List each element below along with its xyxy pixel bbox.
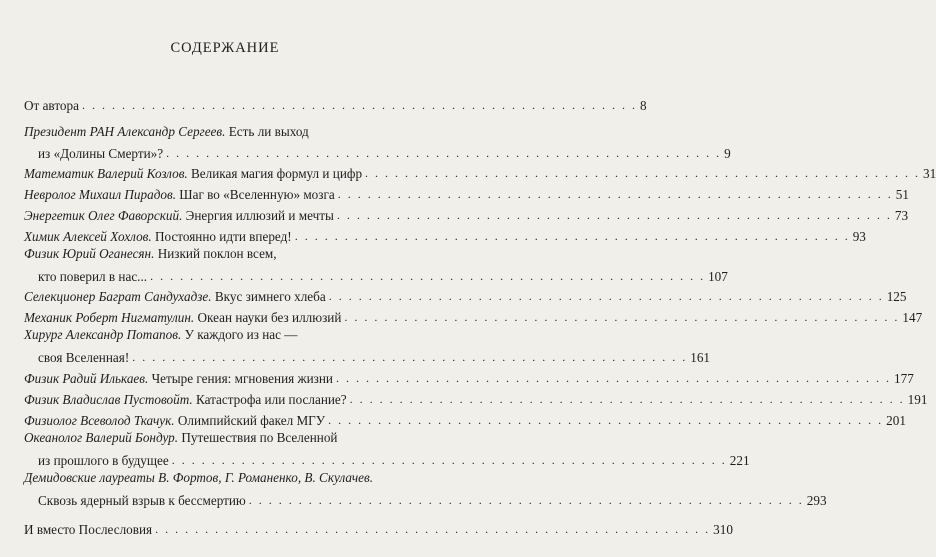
toc-page-number: 93	[852, 229, 866, 244]
dot-leader: . . . . . . . . . . . . . . . . . . . . . . . . . . . . . . . . . . . . . . . . . . . . . . . . . . . . . . . .	[171, 453, 727, 467]
toc-entry-title: У каждого из нас —	[181, 327, 298, 342]
toc-entry[interactable]	[24, 285, 907, 305]
dot-leader: . . . . . . . . . . . . . . . . . . . . . . . . . . . . . . . . . . . . . . . . . . . . . . . . . . . . . . . .	[248, 493, 804, 507]
toc-entry[interactable]	[24, 124, 424, 144]
toc-page-number: 161	[690, 350, 710, 365]
toc-page-number: 8	[639, 98, 647, 113]
toc-entry-author: Энергетик Олег Фаворский.	[24, 208, 183, 223]
dot-leader: . . . . . . . . . . . . . . . . . . . . . . . . . . . . . . . . . . . . . . . . . . . . . . . . . . . . . . . .	[349, 392, 905, 406]
toc-page-number: 107	[708, 269, 728, 284]
toc-entry-title: Постоянно идти вперед!	[151, 229, 292, 244]
toc-entry-continuation[interactable]	[24, 142, 731, 162]
dot-leader: . . . . . . . . . . . . . . . . . . . . . . . . . . . . . . . . . . . . . . . . . . . . . . . . . . . . . . . .	[365, 166, 921, 180]
toc-entry-title: Шаг во «Вселенную» мозга	[176, 187, 335, 202]
toc-entry-continuation[interactable]	[24, 489, 827, 509]
toc-entry-title-line2: Сквозь ядерный взрыв к бессмертию	[38, 493, 246, 508]
toc-entry-author: Хирург Александр Потапов.	[24, 327, 182, 342]
toc-page-number: 147	[902, 310, 923, 325]
dot-leader: . . . . . . . . . . . . . . . . . . . . . . . . . . . . . . . . . . . . . . . . . . . . . . . . . . . . . . . .	[132, 350, 688, 364]
toc-entry[interactable]	[24, 367, 914, 387]
toc-entry-title: Океан науки без иллюзий	[194, 310, 342, 325]
toc-page-number: 177	[894, 371, 914, 386]
toc-page-number: 9	[724, 146, 731, 161]
toc-entry-author: Президент РАН Александр Сергеев.	[24, 124, 226, 139]
toc-entry-author: Невролог Михаил Пирадов.	[24, 187, 176, 202]
toc-entry-author: Физик Радий Илькаев.	[24, 371, 149, 386]
toc-entry-title: От автора	[24, 98, 79, 113]
toc-entry-author: Физиолог Всеволод Ткачук.	[24, 413, 175, 428]
toc-entry[interactable]	[24, 183, 909, 203]
toc-entry-title: Катастрофа или послание?	[192, 392, 347, 407]
toc-entry-title: Низкий поклон всем,	[154, 246, 277, 261]
toc-entry-author: Химик Алексей Хохлов.	[24, 229, 152, 244]
toc-entry[interactable]	[24, 430, 424, 450]
toc-entry-title: Олимпийский факел МГУ	[174, 413, 326, 428]
dot-leader: . . . . . . . . . . . . . . . . . . . . . . . . . . . . . . . . . . . . . . . . . . . . . . . . . . . . . . . .	[81, 98, 637, 112]
toc-entry-title: Вкус зимнего хлеба	[211, 289, 326, 304]
dot-leader: . . . . . . . . . . . . . . . . . . . . . . . . . . . . . . . . . . . . . . . . . . . . . . . . . . . . . . . .	[344, 310, 900, 324]
dot-leader: . . . . . . . . . . . . . . . . . . . . . . . . . . . . . . . . . . . . . . . . . . . . . . . . . . . . . . . .	[166, 146, 722, 160]
toc-entry-author: Демидовские лауреаты В. Фортов, Г. Романенко, В. Скулачев.	[24, 470, 374, 485]
toc-entry-title-line2: своя Вселенная!	[38, 350, 130, 365]
toc-entry-title: Путешествия по Вселенной	[178, 430, 338, 445]
toc-entry[interactable]	[24, 409, 906, 429]
toc-entry[interactable]	[24, 246, 424, 266]
dot-leader: . . . . . . . . . . . . . . . . . . . . . . . . . . . . . . . . . . . . . . . . . . . . . . . . . . . . . . . .	[337, 187, 893, 201]
toc-entry[interactable]	[24, 204, 909, 224]
dot-leader: . . . . . . . . . . . . . . . . . . . . . . . . . . . . . . . . . . . . . . . . . . . . . . . . . . . . . . . .	[328, 413, 884, 427]
toc-entry[interactable]	[24, 388, 928, 408]
toc-page-number: 31	[923, 166, 936, 181]
toc-entry-title: Энергия иллюзий и мечты	[182, 208, 334, 223]
toc-entry[interactable]	[24, 162, 936, 182]
dot-leader: . . . . . . . . . . . . . . . . . . . . . . . . . . . . . . . . . . . . . . . . . . . . . . . . . . . . . . . .	[336, 371, 891, 385]
page-title: СОДЕРЖАНИЕ	[170, 40, 280, 56]
toc-entry-author: Физик Юрий Оганесян.	[24, 246, 155, 261]
toc-entry-author: Физик Владислав Пустовойт.	[24, 392, 193, 407]
toc-entry-author: Селекционер Баграт Сандухадзе.	[24, 289, 212, 304]
toc-entry-continuation[interactable]	[24, 346, 710, 366]
toc-entry-continuation[interactable]	[24, 449, 750, 469]
toc-page-number: 293	[806, 493, 827, 508]
toc-entry-title: И вместо Послесловия	[24, 522, 153, 537]
toc-page-number: 201	[886, 413, 906, 428]
toc-page-number: 51	[895, 187, 909, 202]
toc-page-number: 310	[713, 522, 733, 537]
toc-page-number: 73	[894, 208, 909, 223]
dot-leader: . . . . . . . . . . . . . . . . . . . . . . . . . . . . . . . . . . . . . . . . . . . . . . . . . . . . . . . .	[294, 229, 850, 243]
toc-entry-author: Механик Роберт Нигматулин.	[24, 310, 195, 325]
toc-page-number: 191	[907, 392, 928, 407]
toc-entry-title: Великая магия формул и цифр	[187, 166, 363, 181]
toc-entry-author: Океанолог Валерий Бондур.	[24, 430, 179, 445]
toc-entry[interactable]	[24, 327, 424, 347]
toc-page-number: 221	[729, 453, 750, 468]
toc-entry-title: Четыре гения: мгновения жизни	[148, 371, 333, 386]
toc-entry-title-line2: из «Долины Смерти»?	[38, 146, 164, 161]
toc-entry-title-line2: кто поверил в нас...	[38, 269, 148, 284]
toc-entry[interactable]	[24, 306, 923, 326]
toc-page-number: 125	[886, 289, 907, 304]
toc-entry-continuation[interactable]	[24, 265, 728, 285]
toc-entry-author: Математик Валерий Козлов.	[24, 166, 188, 181]
dot-leader: . . . . . . . . . . . . . . . . . . . . . . . . . . . . . . . . . . . . . . . . . . . . . . . . . . . . . . . .	[150, 269, 706, 283]
toc-entry[interactable]	[24, 94, 647, 114]
toc-entry-title: Есть ли выход	[225, 124, 309, 139]
toc-entry[interactable]	[24, 225, 866, 245]
toc-entry[interactable]	[24, 470, 424, 490]
toc-entry[interactable]	[24, 518, 733, 538]
dot-leader: . . . . . . . . . . . . . . . . . . . . . . . . . . . . . . . . . . . . . . . . . . . . . . . . . . . . . . . .	[336, 208, 892, 222]
dot-leader: . . . . . . . . . . . . . . . . . . . . . . . . . . . . . . . . . . . . . . . . . . . . . . . . . . . . . . . .	[328, 289, 884, 303]
dot-leader: . . . . . . . . . . . . . . . . . . . . . . . . . . . . . . . . . . . . . . . . . . . . . . . . . . . . . . . .	[155, 522, 711, 536]
toc-entry-title-line2: из прошлого в будущее	[38, 453, 169, 468]
